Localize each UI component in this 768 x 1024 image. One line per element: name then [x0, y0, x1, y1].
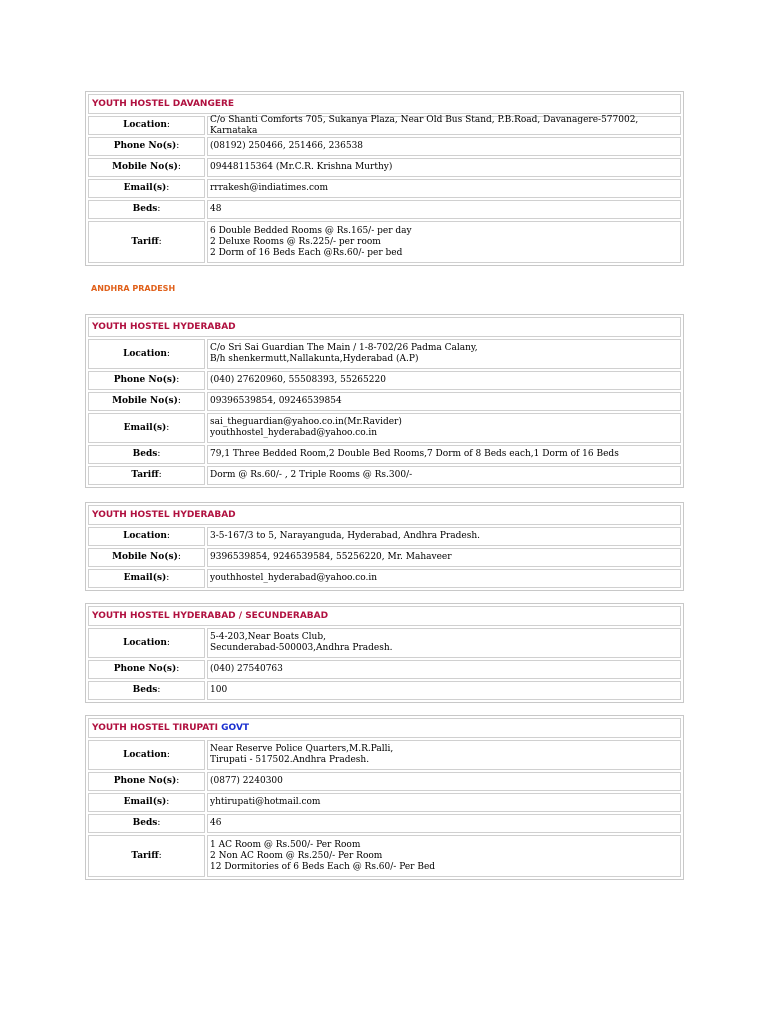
email-row: [88, 569, 681, 588]
beds-value: 100: [207, 681, 681, 700]
location-row: [88, 339, 681, 369]
email-label: Email(s) :: [88, 569, 205, 588]
phone-label: Phone No(s) :: [88, 137, 205, 156]
location-label: Location :: [88, 740, 205, 770]
phone-value: (040) 27540763: [207, 660, 681, 679]
mobile-label: Mobile No(s) :: [88, 392, 205, 411]
email-label: Email(s) :: [88, 179, 205, 198]
email-row: [88, 413, 681, 443]
beds-value: 79,1 Three Bedded Room,2 Double Bed Rooms,7 Dorm of 8 Beds each,1 Dorm of 16 Beds: [207, 445, 681, 464]
phone-label: Phone No(s) :: [88, 660, 205, 679]
beds-label: Beds :: [88, 200, 205, 219]
mobile-value: 09396539854, 09246539854: [207, 392, 681, 411]
phone-value: (08192) 250466, 251466, 236538: [207, 137, 681, 156]
tariff-row: [88, 466, 681, 485]
beds-row: [88, 445, 681, 464]
phone-row: [88, 137, 681, 156]
phone-row: [88, 772, 681, 791]
mobile-row: [88, 158, 681, 177]
location-value: C/o Sri Sai Guardian The Main / 1-8-702/26 Padma Calany, B/h shenkermutt,Nallakunta,Hyderabad (A.P): [207, 339, 681, 369]
phone-label: Phone No(s) :: [88, 772, 205, 791]
hostel-card-hyderabad-narayanguda: [85, 502, 684, 591]
hostel-title: YOUTH HOSTEL DAVANGERE: [88, 94, 681, 114]
tariff-label: Tariff :: [88, 835, 205, 877]
location-row: [88, 740, 681, 770]
location-row: [88, 116, 681, 135]
mobile-row: [88, 548, 681, 567]
tariff-line: 1 AC Room @ Rs.500/- Per Room: [210, 839, 361, 850]
location-label: Location :: [88, 116, 205, 135]
tariff-line: 2 Non AC Room @ Rs.250/- Per Room: [210, 850, 383, 861]
govt-badge: GOVT: [221, 723, 250, 733]
hostel-card-davangere: [85, 91, 684, 266]
location-value: C/o Shanti Comforts 705, Sukanya Plaza, Near Old Bus Stand, P.B.Road, Davanagere-577002, Karnataka: [207, 116, 681, 135]
location-row: [88, 628, 681, 658]
tariff-line: 2 Deluxe Rooms @ Rs.225/- per room: [210, 236, 381, 247]
email-label: Email(s) :: [88, 793, 205, 812]
mobile-value: 09448115364 (Mr.C.R. Krishna Murthy): [207, 158, 681, 177]
phone-value: (040) 27620960, 55508393, 55265220: [207, 371, 681, 390]
mobile-row: [88, 392, 681, 411]
email-row: [88, 179, 681, 198]
email-value: yhtirupati@hotmail.com: [207, 793, 681, 812]
email-label: Email(s) :: [88, 413, 205, 443]
email-value: rrrakesh@indiatimes.com: [207, 179, 681, 198]
tariff-value: [207, 835, 681, 877]
email-value: youthhostel_hyderabad@yahoo.co.in: [207, 569, 681, 588]
hostel-title: YOUTH HOSTEL HYDERABAD: [88, 317, 681, 337]
hostel-title: YOUTH HOSTEL HYDERABAD / SECUNDERABAD: [88, 606, 681, 626]
tariff-label: Tariff :: [88, 466, 205, 485]
tariff-line: 2 Dorm of 16 Beds Each @Rs.60/- per bed: [210, 247, 403, 258]
beds-row: [88, 814, 681, 833]
beds-row: [88, 681, 681, 700]
tariff-value: Dorm @ Rs.60/- , 2 Triple Rooms @ Rs.300/-: [207, 466, 681, 485]
tariff-row: [88, 221, 681, 263]
beds-label: Beds :: [88, 445, 205, 464]
location-label: Location :: [88, 628, 205, 658]
phone-value: (0877) 2240300: [207, 772, 681, 791]
location-value: 3-5-167/3 to 5, Narayanguda, Hyderabad, Andhra Pradesh.: [207, 527, 681, 546]
location-value: Near Reserve Police Quarters,M.R.Palli, Tirupati - 517502.Andhra Pradesh.: [207, 740, 681, 770]
beds-row: [88, 200, 681, 219]
location-value: 5-4-203,Near Boats Club, Secunderabad-500003,Andhra Pradesh.: [207, 628, 681, 658]
hostel-title: YOUTH HOSTEL TIRUPATI GOVT: [88, 718, 681, 738]
beds-value: 46: [207, 814, 681, 833]
hostel-title: YOUTH HOSTEL HYDERABAD: [88, 505, 681, 525]
email-row: [88, 793, 681, 812]
tariff-label: Tariff :: [88, 221, 205, 263]
mobile-value: 9396539854, 9246539584, 55256220, Mr. Mahaveer: [207, 548, 681, 567]
beds-label: Beds :: [88, 681, 205, 700]
location-label: Location :: [88, 339, 205, 369]
mobile-label: Mobile No(s) :: [88, 548, 205, 567]
tariff-line: 12 Dormitories of 6 Beds Each @ Rs.60/- Per Bed: [210, 861, 436, 872]
hostel-card-tirupati: [85, 715, 684, 880]
email-value: sai_theguardian@yahoo.co.in(Mr.Ravider) youthhostel_hyderabad@yahoo.co.in: [207, 413, 681, 443]
tariff-line: 6 Double Bedded Rooms @ Rs.165/- per day: [210, 225, 412, 236]
phone-row: [88, 371, 681, 390]
location-row: [88, 527, 681, 546]
tariff-row: [88, 835, 681, 877]
phone-row: [88, 660, 681, 679]
beds-label: Beds :: [88, 814, 205, 833]
phone-label: Phone No(s) :: [88, 371, 205, 390]
hostel-card-secunderabad: [85, 603, 684, 703]
location-label: Location :: [88, 527, 205, 546]
tariff-value: [207, 221, 681, 263]
state-heading: ANDHRA PRADESH: [91, 284, 176, 293]
beds-value: 48: [207, 200, 681, 219]
hostel-card-hyderabad: [85, 314, 684, 488]
mobile-label: Mobile No(s) :: [88, 158, 205, 177]
